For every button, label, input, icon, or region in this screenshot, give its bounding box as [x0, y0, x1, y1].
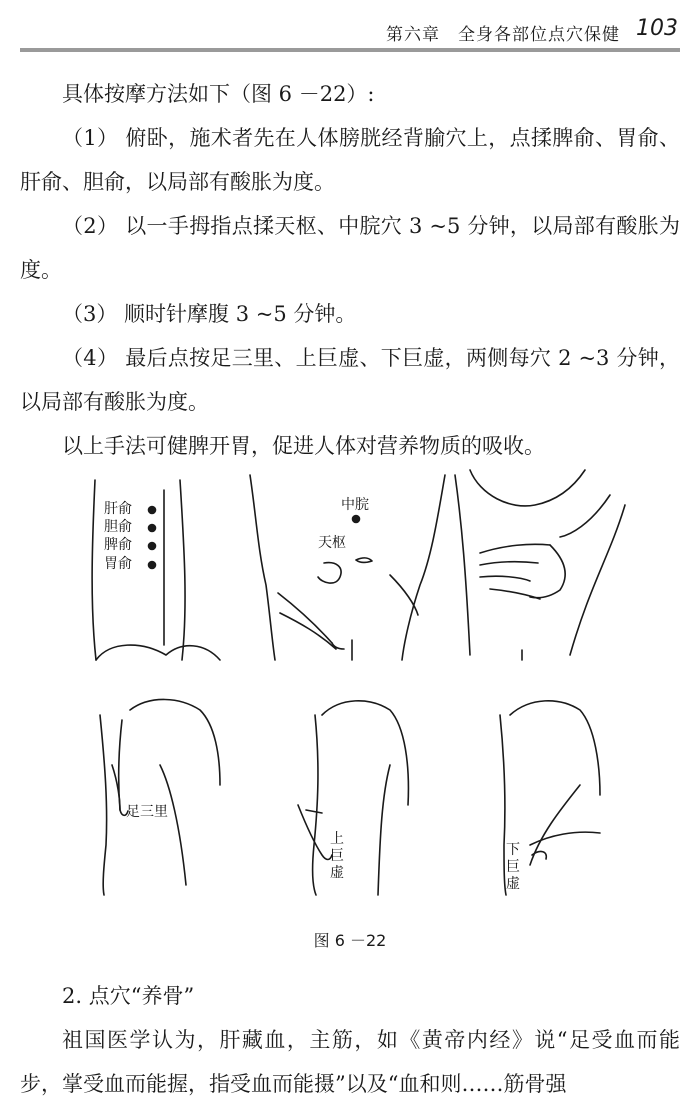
body-text	[20, 72, 680, 468]
page-number: 103	[636, 16, 678, 41]
paragraph-step-4: （4） 最后点按足三里、上巨虚、下巨虚，两侧每穴 2 ~3 分钟，以局部有酸胀为度。	[20, 346, 680, 414]
figure-illustration	[60, 465, 640, 905]
label-ganshu: 肝俞	[104, 501, 132, 517]
label-xiajuxu-char-2: 巨	[506, 859, 520, 875]
label-shangjuxu-char-3: 虚	[330, 865, 344, 881]
paragraph-step-2: （2） 以一手拇指点揉天枢、中脘穴 3 ~5 分钟，以局部有酸胀为度。	[20, 214, 680, 282]
label-xiajuxu-char-1: 下	[506, 842, 520, 858]
section-heading: 2. 点穴“养骨”	[62, 984, 195, 1008]
leg-shangjuxu-drawing	[298, 701, 408, 895]
paragraph-summary: 以上手法可健脾开胃，促进人体对营养物质的吸收。	[62, 434, 545, 458]
label-danshu: 胆俞	[104, 519, 132, 535]
paragraph-step-1: （1） 俯卧，施术者先在人体膀胱经背腧穴上，点揉脾俞、胃俞、肝俞、胆俞，以局部有酸胀为度。	[20, 126, 680, 194]
running-header	[20, 12, 680, 46]
leg-zusanli-drawing	[100, 699, 220, 895]
label-pishu: 脾俞	[104, 537, 132, 553]
label-weishu: 胃俞	[104, 556, 132, 572]
figure-caption: 图 6 －22	[313, 931, 387, 950]
figure-6-22	[60, 465, 640, 905]
label-xiajuxu-char-3: 虚	[506, 876, 520, 892]
label-shangjuxu-char-2: 巨	[330, 848, 344, 864]
paragraph-intro: 具体按摩方法如下（图 6 －22）:	[62, 82, 375, 106]
chapter-title: 第六章 全身各部位点穴保健	[386, 25, 620, 45]
label-zusanli: 足三里	[126, 804, 168, 820]
label-tianshu: 天枢	[318, 535, 346, 551]
section-2	[20, 974, 680, 1106]
paragraph-step-3: （3） 顺时针摩腹 3 ~5 分钟。	[62, 302, 357, 326]
section-paragraph: 祖国医学认为，肝藏血，主筋，如《黄帝内经》说“足受血而能步，掌受血而能握，指受血而能摄”以及“血和则……筋骨强	[20, 1028, 680, 1096]
label-shangjuxu-char-1: 上	[330, 831, 344, 847]
label-zhongwan: 中脘	[341, 497, 369, 513]
header-rule	[20, 48, 680, 52]
abdomen-massage-drawing	[455, 470, 625, 660]
